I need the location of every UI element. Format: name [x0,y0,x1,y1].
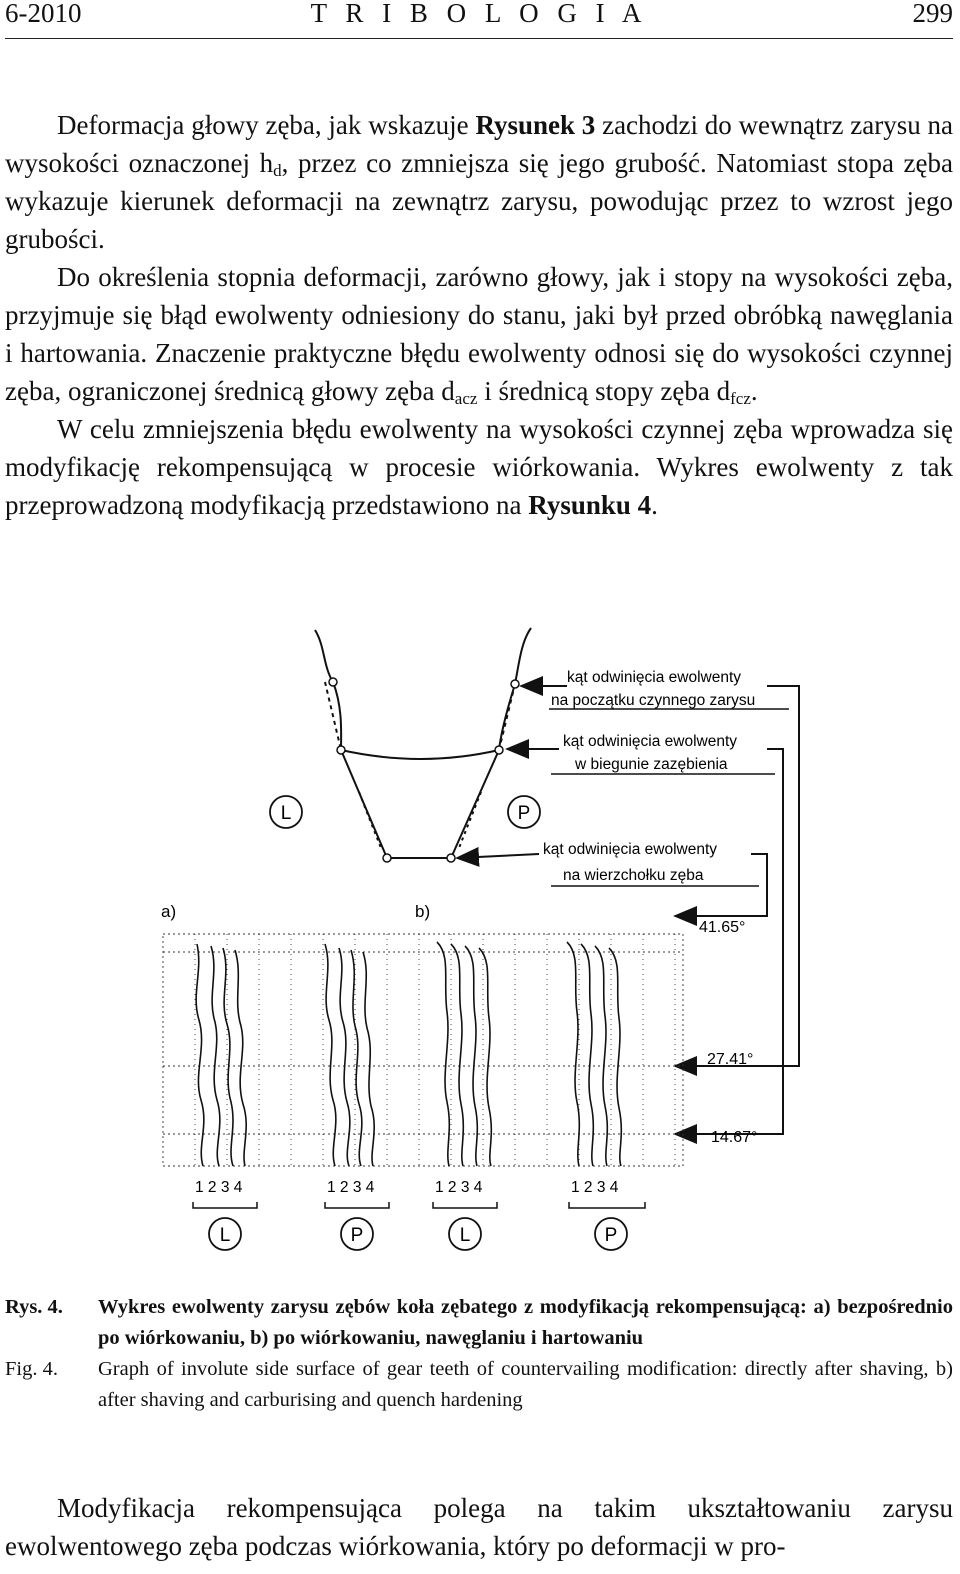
svg-text:kąt odwinięcia ewolwenty: kąt odwinięcia ewolwenty [543,841,718,858]
bottom-side-label-1 [209,1218,241,1250]
bottom-side-label-3 [449,1218,481,1250]
svg-text:kąt odwinięcia ewolwenty: kąt odwinięcia ewolwenty [563,733,738,750]
caption-text-en: Graph of involute side surface of gear teeth of countervailing modification: directly after shaving, b) after shaving and carburising and quench hardening [98,1358,953,1411]
callout-tooth-tip [543,841,759,886]
figure-caption [5,1292,953,1415]
trace-numbers-b-right: 1 2 3 4 [571,1179,619,1196]
tooth-side-label-right [508,796,540,828]
journal-title: T R I B O L O G I A [310,0,648,28]
involute-traces-panel-b [437,942,621,1166]
involute-traces-panel-a [196,944,374,1166]
trace-numbers-a-left: 1 2 3 4 [195,1179,243,1196]
svg-text:P: P [350,1225,364,1246]
svg-text:kąt odwinięcia ewolwenty: kąt odwinięcia ewolwenty [567,669,742,686]
angle-label-mid: 27.41° [707,1051,754,1068]
running-header [5,0,953,39]
figure-reference: Rysunku 4 [528,490,652,520]
figure-4-involute-graph [155,622,815,1254]
caption-polish [5,1292,953,1353]
angle-label-top: 41.65° [699,919,746,936]
svg-text:P: P [604,1225,618,1246]
caption-text-pl: Wykres ewolwenty zarysu zębów koła zębatego z modyfikacją rekompensującą: a) bezpośrednio po wiórkowaniu, b) po wiórkowaniu, nawęglaniu i hartowaniu [98,1296,953,1349]
callout-start-of-active-profile [549,669,789,709]
angle-label-bottom: 14.67° [711,1129,758,1146]
panel-label-a: a) [161,902,177,921]
paragraph-4: Modyfikacja rekompensująca polega na takim ukształtowaniu zarysu ewolwentowego zęba podczas wiórkowania, który po deformacji w pro- [5,1493,953,1561]
paragraph-1: Deformacja głowy zęba, jak wskazuje Rysunek 3 zachodzi do wewnątrz zarysu na wysokości oznaczonej $h_d$, przez co zmniejsza się jego grubość. Natomiast stopa zęba wykazuje kierunek deformacji na zewnątrz zarysu, powodując przez to wzrost jego grubości. [5,110,954,254]
svg-text:L: L [459,1225,471,1246]
svg-text:L: L [280,803,292,824]
issue-number: 6-2010 [5,0,82,28]
trace-numbers-a-right: 1 2 3 4 [327,1179,375,1196]
caption-label-pl: Rys. 4. [5,1296,63,1318]
paragraph-2: Do określenia stopnia deformacji, zarówno głowy, jak i stopy na wysokości zęba, przyjmuje się błąd ewolwenty odniesiony do stanu, jaki był przed obróbką nawęglania i hartowania. Znaczenie praktyczne błędu ewolwenty odnosi się do wysokości czynnej zęba, ograniczonej średnicą głowy zęba $d_{acz}$ i średnicą stopy zęba $d_{fcz}$. [5,262,953,408]
svg-text:P: P [517,803,531,824]
svg-text:na wierzchołku zęba: na wierzchołku zęba [563,867,704,884]
svg-text:w biegunie zazębienia: w biegunie zazębienia [575,756,728,773]
bottom-side-label-2 [341,1218,373,1250]
svg-text:L: L [219,1225,231,1246]
panel-label-b: b) [415,902,431,921]
caption-label-en: Fig. 4. [5,1358,58,1380]
tooth-profile [315,628,531,858]
svg-text:na początku czynnego zarysu: na początku czynnego zarysu [551,692,756,709]
page-number: 299 [912,0,953,28]
bottom-braces [193,1202,645,1208]
caption-english [5,1354,953,1415]
figure-reference: Rysunek 3 [475,110,596,140]
paragraph-3: W celu zmniejszenia błędu ewolwenty na wysokości czynnej zęba wprowadza się modyfikację rekompensującą w procesie wiórkowania. Wykres ewolwenty z tak przeprowadzoną modyfikacją przedstawiono na Rysunku 4. [5,414,953,520]
bottom-side-label-4 [595,1218,627,1250]
callout-pitch-point [551,733,775,774]
tooth-side-label-left [270,796,302,828]
trace-numbers-b-left: 1 2 3 4 [435,1179,483,1196]
figure-drawing [155,622,815,1254]
body-text [5,106,953,524]
